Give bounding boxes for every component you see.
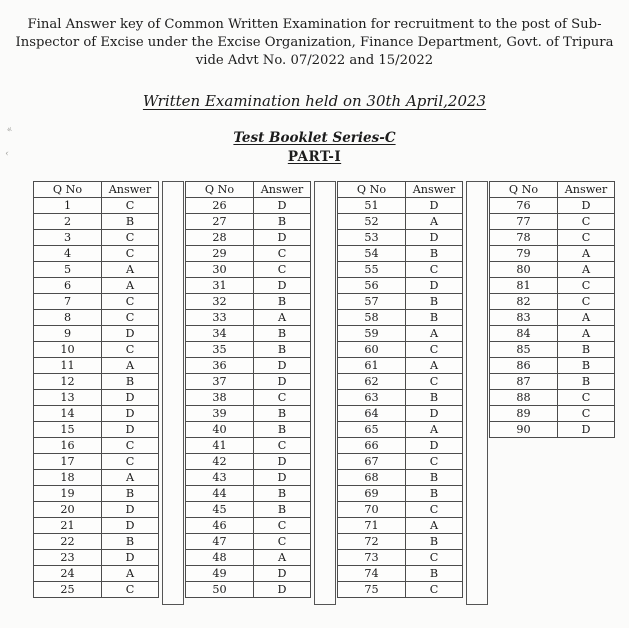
question-number-cell: 24 [34, 566, 102, 582]
answer-row [490, 230, 615, 246]
answer-row [186, 262, 311, 278]
answer-cell: D [254, 374, 311, 390]
answer-row [338, 486, 463, 502]
question-number-cell: 55 [338, 262, 406, 278]
answer-row [34, 278, 159, 294]
answer-row [186, 518, 311, 534]
question-number-cell: 6 [34, 278, 102, 294]
answer-row [338, 246, 463, 262]
title-line-2: Inspector of Excise under the Excise Organization, Finance Department, Govt. of Tripura [15, 35, 614, 50]
answer-row [34, 502, 159, 518]
answer-row [186, 502, 311, 518]
answer-cell: B [558, 342, 615, 358]
answer-row [338, 422, 463, 438]
answer-cell: A [558, 310, 615, 326]
question-number-cell: 22 [34, 534, 102, 550]
answer-row [490, 406, 615, 422]
answer-row [186, 566, 311, 582]
question-number-cell: 62 [338, 374, 406, 390]
question-number-cell: 23 [34, 550, 102, 566]
answer-row [338, 550, 463, 566]
answer-row [34, 534, 159, 550]
answer-row [490, 326, 615, 342]
answer-row [34, 486, 159, 502]
question-number-cell: 39 [186, 406, 254, 422]
answer-row [186, 454, 311, 470]
answer-row [338, 198, 463, 214]
answer-cell: D [254, 582, 311, 598]
question-number-cell: 54 [338, 246, 406, 262]
answer-row [186, 230, 311, 246]
answer-cell: B [254, 342, 311, 358]
answer-cell: B [406, 294, 463, 310]
answer-cell: A [102, 262, 159, 278]
document-title [0, 0, 629, 70]
question-number-cell: 56 [338, 278, 406, 294]
question-number-cell: 36 [186, 358, 254, 374]
answer-row [34, 390, 159, 406]
question-number-cell: 12 [34, 374, 102, 390]
question-number-cell: 72 [338, 534, 406, 550]
answer-cell: B [406, 470, 463, 486]
answer-row [490, 390, 615, 406]
answer-row [338, 326, 463, 342]
answer-row [338, 294, 463, 310]
qno-column-header: Q No [186, 182, 254, 198]
answer-cell: C [102, 198, 159, 214]
answer-row [34, 230, 159, 246]
answer-cell: B [102, 534, 159, 550]
answer-cell: B [102, 214, 159, 230]
question-number-cell: 74 [338, 566, 406, 582]
answer-cell: B [406, 246, 463, 262]
answer-row [338, 470, 463, 486]
answer-cell: D [406, 278, 463, 294]
answer-row [34, 438, 159, 454]
question-number-cell: 80 [490, 262, 558, 278]
answer-row [490, 198, 615, 214]
scan-artifact: ‹ [4, 148, 10, 160]
question-number-cell: 40 [186, 422, 254, 438]
answer-cell: A [254, 310, 311, 326]
title-line-3: vide Advt No. 07/2022 and 15/2022 [195, 53, 434, 68]
answer-cell: C [558, 406, 615, 422]
answer-cell: D [254, 278, 311, 294]
question-number-cell: 44 [186, 486, 254, 502]
answer-row [490, 358, 615, 374]
answer-cell: C [102, 342, 159, 358]
answer-row [338, 454, 463, 470]
answer-cell: D [102, 550, 159, 566]
qno-column-header: Q No [490, 182, 558, 198]
question-number-cell: 27 [186, 214, 254, 230]
question-number-cell: 4 [34, 246, 102, 262]
question-number-cell: 77 [490, 214, 558, 230]
answer-cell: D [254, 470, 311, 486]
answer-row [338, 230, 463, 246]
answer-row [186, 486, 311, 502]
question-number-cell: 37 [186, 374, 254, 390]
answer-cell: C [406, 454, 463, 470]
answer-cell: C [102, 294, 159, 310]
question-number-cell: 51 [338, 198, 406, 214]
question-number-cell: 1 [34, 198, 102, 214]
answer-cell: A [406, 358, 463, 374]
question-number-cell: 21 [34, 518, 102, 534]
answer-cell: A [254, 550, 311, 566]
answer-row [338, 582, 463, 598]
answer-row [338, 518, 463, 534]
answer-row [186, 326, 311, 342]
question-number-cell: 75 [338, 582, 406, 598]
question-number-cell: 61 [338, 358, 406, 374]
answer-row [34, 246, 159, 262]
answer-cell: A [406, 326, 463, 342]
answer-cell: D [558, 198, 615, 214]
question-number-cell: 65 [338, 422, 406, 438]
answer-cell: A [406, 422, 463, 438]
question-number-cell: 8 [34, 310, 102, 326]
answer-cell: C [102, 454, 159, 470]
question-number-cell: 31 [186, 278, 254, 294]
answer-row [34, 310, 159, 326]
question-number-cell: 32 [186, 294, 254, 310]
answer-row [34, 550, 159, 566]
question-number-cell: 87 [490, 374, 558, 390]
question-number-cell: 11 [34, 358, 102, 374]
answer-cell: B [254, 214, 311, 230]
answer-row [186, 422, 311, 438]
answer-row [338, 374, 463, 390]
question-number-cell: 58 [338, 310, 406, 326]
answer-row [490, 246, 615, 262]
answer-table-group-2 [185, 181, 311, 598]
answer-cell: B [254, 294, 311, 310]
answer-cell: C [102, 310, 159, 326]
answer-cell: A [558, 262, 615, 278]
qno-column-header: Q No [34, 182, 102, 198]
answer-cell: D [102, 326, 159, 342]
answer-cell: B [254, 486, 311, 502]
answer-row [490, 294, 615, 310]
answer-row [34, 454, 159, 470]
part-heading: PART-I [287, 149, 342, 165]
question-number-cell: 16 [34, 438, 102, 454]
question-number-cell: 46 [186, 518, 254, 534]
answer-cell: C [406, 550, 463, 566]
question-number-cell: 38 [186, 390, 254, 406]
answer-row [34, 326, 159, 342]
answer-cell: C [558, 214, 615, 230]
answer-cell: A [102, 566, 159, 582]
answer-cell: C [558, 294, 615, 310]
answer-row [186, 214, 311, 230]
answer-cell: C [254, 438, 311, 454]
question-number-cell: 69 [338, 486, 406, 502]
answer-cell: A [406, 518, 463, 534]
question-number-cell: 73 [338, 550, 406, 566]
question-number-cell: 47 [186, 534, 254, 550]
answer-cell: B [406, 310, 463, 326]
answer-column-header: Answer [406, 182, 463, 198]
question-number-cell: 9 [34, 326, 102, 342]
answer-row [34, 422, 159, 438]
answer-cell: D [102, 390, 159, 406]
question-number-cell: 90 [490, 422, 558, 438]
question-number-cell: 60 [338, 342, 406, 358]
answer-row [338, 390, 463, 406]
answer-cell: C [254, 262, 311, 278]
question-number-cell: 85 [490, 342, 558, 358]
question-number-cell: 7 [34, 294, 102, 310]
answer-row [490, 278, 615, 294]
answer-cell: A [406, 214, 463, 230]
answer-cell: C [102, 438, 159, 454]
answer-row [186, 470, 311, 486]
answer-row [338, 438, 463, 454]
question-number-cell: 43 [186, 470, 254, 486]
answer-row [34, 342, 159, 358]
answer-cell: D [406, 198, 463, 214]
question-number-cell: 64 [338, 406, 406, 422]
answer-cell: C [406, 374, 463, 390]
question-number-cell: 2 [34, 214, 102, 230]
qno-column-header: Q No [338, 182, 406, 198]
answer-cell: D [254, 230, 311, 246]
answer-column-header: Answer [558, 182, 615, 198]
answer-cell: B [102, 374, 159, 390]
answer-cell: D [406, 406, 463, 422]
question-number-cell: 66 [338, 438, 406, 454]
answer-row [34, 294, 159, 310]
answer-key-tables [33, 181, 629, 605]
answer-row [34, 358, 159, 374]
answer-row [186, 310, 311, 326]
answer-row [186, 198, 311, 214]
question-number-cell: 63 [338, 390, 406, 406]
answer-row [34, 470, 159, 486]
answer-row [490, 214, 615, 230]
answer-row [338, 342, 463, 358]
question-number-cell: 18 [34, 470, 102, 486]
answer-row [338, 310, 463, 326]
answer-cell: B [406, 534, 463, 550]
answer-cell: B [254, 406, 311, 422]
answer-row [34, 262, 159, 278]
answer-row [34, 214, 159, 230]
question-number-cell: 10 [34, 342, 102, 358]
answer-row [186, 390, 311, 406]
question-number-cell: 57 [338, 294, 406, 310]
booklet-series-heading: Test Booklet Series-C [233, 130, 396, 146]
answer-cell: C [102, 582, 159, 598]
answer-cell: D [102, 422, 159, 438]
answer-cell: D [254, 358, 311, 374]
question-number-cell: 78 [490, 230, 558, 246]
question-number-cell: 29 [186, 246, 254, 262]
answer-cell: D [254, 454, 311, 470]
question-number-cell: 70 [338, 502, 406, 518]
question-number-cell: 89 [490, 406, 558, 422]
answer-cell: C [558, 390, 615, 406]
answer-row [186, 550, 311, 566]
answer-column-header: Answer [254, 182, 311, 198]
answer-row [34, 198, 159, 214]
answer-column-header: Answer [102, 182, 159, 198]
answer-row [490, 374, 615, 390]
answer-row [338, 278, 463, 294]
answer-cell: A [558, 326, 615, 342]
answer-cell: C [406, 502, 463, 518]
answer-table-group-3 [337, 181, 463, 598]
question-number-cell: 25 [34, 582, 102, 598]
header-row [338, 182, 463, 198]
answer-row [186, 406, 311, 422]
answer-row [186, 534, 311, 550]
answer-table-group-4 [489, 181, 615, 438]
answer-cell: A [102, 470, 159, 486]
question-number-cell: 84 [490, 326, 558, 342]
header-row [34, 182, 159, 198]
answer-row [186, 374, 311, 390]
answer-row [186, 342, 311, 358]
answer-row [338, 262, 463, 278]
question-number-cell: 26 [186, 198, 254, 214]
answer-cell: C [558, 230, 615, 246]
question-number-cell: 86 [490, 358, 558, 374]
answer-cell: D [102, 518, 159, 534]
answer-row [186, 358, 311, 374]
answer-cell: D [406, 438, 463, 454]
question-number-cell: 3 [34, 230, 102, 246]
question-number-cell: 52 [338, 214, 406, 230]
answer-row [186, 278, 311, 294]
exam-date-heading: Written Examination held on 30th April,2023 [142, 92, 487, 110]
question-number-cell: 5 [34, 262, 102, 278]
header-row [490, 182, 615, 198]
question-number-cell: 13 [34, 390, 102, 406]
answer-row [34, 518, 159, 534]
answer-row [338, 502, 463, 518]
question-number-cell: 20 [34, 502, 102, 518]
question-number-cell: 19 [34, 486, 102, 502]
answer-cell: C [558, 278, 615, 294]
answer-row [338, 534, 463, 550]
table-spacer-column [314, 181, 336, 605]
header-row [186, 182, 311, 198]
answer-cell: A [102, 278, 159, 294]
answer-row [34, 406, 159, 422]
answer-row [34, 374, 159, 390]
answer-cell: C [102, 230, 159, 246]
answer-cell: C [406, 262, 463, 278]
question-number-cell: 34 [186, 326, 254, 342]
answer-row [490, 422, 615, 438]
answer-row [338, 406, 463, 422]
question-number-cell: 50 [186, 582, 254, 598]
question-number-cell: 33 [186, 310, 254, 326]
answer-row [490, 262, 615, 278]
question-number-cell: 71 [338, 518, 406, 534]
answer-row [34, 582, 159, 598]
answer-cell: D [406, 230, 463, 246]
answer-row [490, 310, 615, 326]
answer-cell: B [406, 566, 463, 582]
question-number-cell: 35 [186, 342, 254, 358]
answer-table-group-1 [33, 181, 159, 598]
answer-cell: C [102, 246, 159, 262]
answer-cell: A [558, 246, 615, 262]
answer-row [186, 294, 311, 310]
answer-cell: C [406, 342, 463, 358]
question-number-cell: 53 [338, 230, 406, 246]
answer-row [338, 566, 463, 582]
question-number-cell: 79 [490, 246, 558, 262]
answer-cell: C [254, 518, 311, 534]
answer-row [186, 582, 311, 598]
question-number-cell: 82 [490, 294, 558, 310]
answer-cell: B [558, 358, 615, 374]
question-number-cell: 49 [186, 566, 254, 582]
answer-cell: C [254, 246, 311, 262]
answer-cell: B [254, 326, 311, 342]
question-number-cell: 67 [338, 454, 406, 470]
table-spacer-column [466, 181, 488, 605]
scan-artifact: « [5, 124, 14, 136]
answer-cell: B [406, 390, 463, 406]
answer-cell: D [102, 502, 159, 518]
answer-row [186, 438, 311, 454]
question-number-cell: 48 [186, 550, 254, 566]
question-number-cell: 14 [34, 406, 102, 422]
question-number-cell: 41 [186, 438, 254, 454]
answer-row [338, 358, 463, 374]
answer-cell: D [254, 198, 311, 214]
answer-cell: B [102, 486, 159, 502]
answer-cell: B [558, 374, 615, 390]
answer-cell: B [254, 502, 311, 518]
answer-row [34, 566, 159, 582]
answer-cell: C [254, 534, 311, 550]
question-number-cell: 28 [186, 230, 254, 246]
question-number-cell: 88 [490, 390, 558, 406]
answer-row [338, 214, 463, 230]
question-number-cell: 30 [186, 262, 254, 278]
answer-cell: D [102, 406, 159, 422]
table-spacer-column [162, 181, 184, 605]
answer-row [490, 342, 615, 358]
answer-cell: B [254, 422, 311, 438]
answer-cell: B [406, 486, 463, 502]
question-number-cell: 42 [186, 454, 254, 470]
question-number-cell: 45 [186, 502, 254, 518]
answer-cell: D [558, 422, 615, 438]
answer-row [186, 246, 311, 262]
answer-cell: C [406, 582, 463, 598]
question-number-cell: 15 [34, 422, 102, 438]
answer-cell: A [102, 358, 159, 374]
question-number-cell: 17 [34, 454, 102, 470]
title-line-1: Final Answer key of Common Written Examination for recruitment to the post of Sub- [27, 17, 602, 32]
answer-cell: C [254, 390, 311, 406]
question-number-cell: 76 [490, 198, 558, 214]
question-number-cell: 81 [490, 278, 558, 294]
answer-cell: D [254, 566, 311, 582]
question-number-cell: 59 [338, 326, 406, 342]
question-number-cell: 83 [490, 310, 558, 326]
question-number-cell: 68 [338, 470, 406, 486]
